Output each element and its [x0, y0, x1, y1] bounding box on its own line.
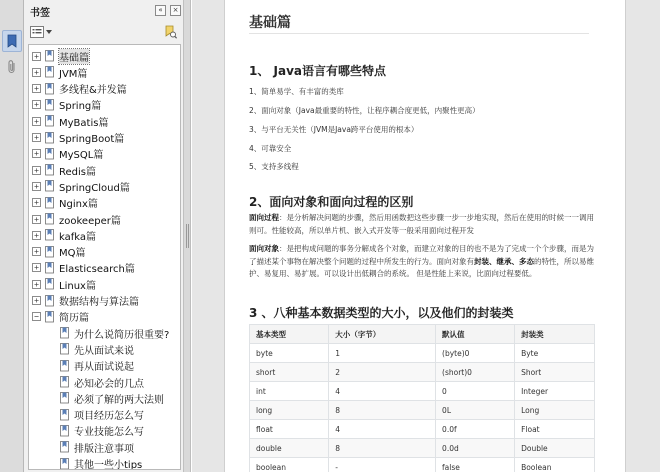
bookmark-child-item[interactable]: [29, 325, 181, 341]
expand-toggle[interactable]: +: [32, 52, 41, 61]
find-bookmark-button[interactable]: [162, 24, 179, 40]
bookmark-tree: [28, 44, 181, 470]
bookmark-label: 必须了解的两大法则: [74, 394, 164, 406]
table-row: [250, 420, 595, 439]
panel-splitter[interactable]: [184, 0, 191, 472]
table-cell: boolean: [250, 458, 329, 472]
procedural-text: ：是分析解决问题的步骤，然后用函数把这些步骤一步一步地实现，然后在使用的时候一一调用则可。性能较高，所以单片机、嵌入式开发等一般采用面向过程开发: [249, 213, 594, 235]
bookmark-page-icon: [45, 213, 55, 225]
term-object-oriented: 面向对象: [249, 244, 279, 253]
table-cell: 8: [329, 439, 436, 458]
attachments-panel-button[interactable]: [2, 56, 22, 78]
table-cell: Float: [515, 420, 595, 439]
table-cell: double: [250, 439, 329, 458]
bookmark-item[interactable]: [29, 195, 181, 211]
table-cell: 1: [329, 344, 436, 363]
bookmark-page-icon: [45, 311, 55, 323]
section-heading-primitive-types: 3 、八种基本数据类型的大小，以及他们的封装类: [249, 306, 514, 320]
options-list-icon: [30, 26, 44, 38]
bookmark-find-icon: [164, 25, 177, 39]
table-row: [250, 363, 595, 382]
expand-toggle[interactable]: +: [32, 149, 41, 158]
table-cell: 0: [436, 382, 515, 401]
paperclip-icon: [6, 59, 18, 75]
bookmarks-panel: [24, 0, 184, 472]
table-cell: (byte)0: [436, 344, 515, 363]
bookmarks-panel-button[interactable]: [2, 30, 22, 52]
bookmark-label: SpringCloud篇: [59, 182, 130, 194]
bookmark-child-item[interactable]: [29, 390, 181, 406]
panel-header: [24, 0, 183, 22]
expand-toggle[interactable]: +: [32, 296, 41, 305]
bookmark-page-icon: [60, 409, 70, 421]
close-panel-button[interactable]: ×: [170, 5, 181, 16]
table-cell: -: [329, 458, 436, 472]
section-heading-oop-vs-procedural: 2、面向对象和面向过程的区别: [249, 195, 414, 209]
bookmark-page-icon: [45, 197, 55, 209]
bookmark-page-icon: [45, 278, 55, 290]
expand-toggle[interactable]: +: [32, 215, 41, 224]
bookmark-child-item[interactable]: [29, 374, 181, 390]
bookmark-label: JVM篇: [59, 68, 88, 80]
table-cell: 4: [329, 420, 436, 439]
panel-title: 书签: [30, 7, 50, 19]
bookmark-item[interactable]: [29, 211, 181, 227]
expand-toggle[interactable]: +: [32, 133, 41, 142]
table-cell: 4: [329, 382, 436, 401]
expand-toggle[interactable]: +: [32, 84, 41, 93]
table-cell: (short)0: [436, 363, 515, 382]
bookmark-label: MQ篇: [59, 248, 86, 260]
table-row: [250, 401, 595, 420]
document-page: [224, 0, 626, 472]
bookmark-item[interactable]: [29, 276, 181, 292]
list-item: 5、支持多线程: [249, 162, 299, 171]
bookmark-item[interactable]: [29, 293, 181, 309]
bookmark-label: zookeeper篇: [59, 215, 121, 227]
table-column-header: 封装类: [515, 325, 595, 344]
primitive-types-table: [249, 324, 595, 472]
bookmark-child-item[interactable]: [29, 407, 181, 423]
table-cell: Double: [515, 439, 595, 458]
list-item: 2、面向对象（Java最重要的特性，让程序耦合度更低，内聚性更高）: [249, 106, 480, 115]
bookmark-label: 其他一些小tips: [74, 460, 143, 470]
expand-toggle[interactable]: +: [32, 231, 41, 240]
document-gutter: [626, 0, 660, 472]
table-cell: short: [250, 363, 329, 382]
term-procedural: 面向过程: [249, 213, 279, 222]
bookmark-label: kafka篇: [59, 231, 97, 243]
bookmark-page-icon: [45, 148, 55, 160]
chevron-down-icon: [46, 30, 52, 34]
bookmark-page-icon: [60, 458, 70, 470]
bookmark-label: MyBatis篇: [59, 117, 109, 129]
expand-toggle[interactable]: +: [32, 68, 41, 77]
bookmark-item[interactable]: [29, 260, 181, 276]
bookmark-label: 项目经历怎么写: [74, 411, 144, 423]
options-menu-button[interactable]: [28, 24, 54, 40]
title-divider: [249, 33, 589, 34]
table-row: [250, 382, 595, 401]
bookmark-child-item[interactable]: [29, 439, 181, 455]
table-cell: Short: [515, 363, 595, 382]
bookmark-page-icon: [45, 295, 55, 307]
expand-toggle[interactable]: +: [32, 182, 41, 191]
bookmark-label: Elasticsearch篇: [59, 264, 135, 276]
table-cell: float: [250, 420, 329, 439]
bookmark-page-icon: [45, 229, 55, 241]
bookmark-page-icon: [45, 262, 55, 274]
paragraph-object-oriented: [249, 243, 594, 281]
table-row: [250, 344, 595, 363]
bookmark-label: 多线程&并发篇: [59, 85, 127, 97]
bookmark-page-icon: [45, 180, 55, 192]
page-title: 基础篇: [249, 15, 291, 31]
expand-toggle[interactable]: +: [32, 117, 41, 126]
bookmark-page-icon: [60, 441, 70, 453]
table-header-row: [250, 325, 595, 344]
bookmark-label: 专业技能怎么写: [74, 427, 144, 439]
collapse-toggle[interactable]: −: [32, 312, 41, 321]
bookmark-page-icon: [60, 327, 70, 339]
table-cell: false: [436, 458, 515, 472]
bookmark-item[interactable]: [29, 227, 181, 243]
bookmark-item[interactable]: [29, 309, 181, 325]
bookmark-page-icon: [45, 83, 55, 95]
bookmark-page-icon: [60, 425, 70, 437]
expand-toggle[interactable]: +: [32, 247, 41, 256]
navigation-rail: [0, 0, 24, 472]
bookmark-page-icon: [60, 360, 70, 372]
table-cell: Long: [515, 401, 595, 420]
table-cell: Boolean: [515, 458, 595, 472]
bookmark-child-item[interactable]: [29, 423, 181, 439]
table-column-header: 默认值: [436, 325, 515, 344]
table-cell: 0L: [436, 401, 515, 420]
bookmark-item[interactable]: [29, 146, 181, 162]
bookmark-child-item[interactable]: [29, 358, 181, 374]
table-cell: Integer: [515, 382, 595, 401]
table-cell: Byte: [515, 344, 595, 363]
bookmark-label: 数据结构与算法篇: [59, 297, 139, 308]
bookmark-item[interactable]: [29, 178, 181, 194]
panel-toolbar: [24, 22, 183, 42]
bookmark-page-icon: [45, 246, 55, 258]
bookmark-item[interactable]: [29, 64, 181, 80]
table-cell: long: [250, 401, 329, 420]
bookmark-page-icon: [45, 115, 55, 127]
table-column-header: 大小（字节）: [329, 325, 436, 344]
bookmark-label: 排版注意事项: [74, 443, 134, 455]
table-cell: int: [250, 382, 329, 401]
bookmark-page-icon: [45, 50, 55, 62]
table-cell: 2: [329, 363, 436, 382]
bookmark-page-icon: [60, 376, 70, 388]
bookmark-page-icon: [45, 132, 55, 144]
bookmark-item[interactable]: [29, 97, 181, 113]
section-heading-java-features: 1、 Java语言有哪些特点: [249, 64, 387, 78]
bookmark-item[interactable]: [29, 130, 181, 146]
bookmark-label: 必知必会的几点: [74, 378, 144, 390]
bookmark-icon: [6, 34, 18, 48]
table-row: [250, 439, 595, 458]
expand-toggle[interactable]: +: [32, 100, 41, 109]
expand-toggle[interactable]: +: [32, 280, 41, 289]
list-item: 4、可靠安全: [249, 144, 292, 153]
table-cell: 0.0f: [436, 420, 515, 439]
table-column-header: 基本类型: [250, 325, 329, 344]
bookmark-child-item[interactable]: [29, 456, 181, 471]
bookmark-item[interactable]: [29, 81, 181, 97]
list-item: 1、简单易学、有丰富的类库: [249, 87, 344, 96]
bookmark-page-icon: [45, 164, 55, 176]
bookmark-child-item[interactable]: [29, 341, 181, 357]
list-item: 3、与平台无关性（JVM是Java跨平台使用的根本）: [249, 125, 419, 134]
collapse-panel-button[interactable]: «: [155, 5, 166, 16]
table-row: [250, 458, 595, 472]
bookmark-item[interactable]: [29, 162, 181, 178]
bookmark-item[interactable]: [29, 48, 181, 64]
bookmark-label: MySQL篇: [59, 150, 104, 162]
bookmark-label: 简历篇: [59, 313, 89, 325]
bookmark-label: 先从面试来说: [74, 345, 134, 357]
expand-toggle[interactable]: +: [32, 166, 41, 175]
expand-toggle[interactable]: +: [32, 263, 41, 272]
bookmark-item[interactable]: [29, 113, 181, 129]
bookmark-label: Redis篇: [59, 166, 96, 178]
bookmark-label: Nginx篇: [59, 199, 98, 211]
bookmark-item[interactable]: [29, 244, 181, 260]
oo-text-a: ：是把构成问题的事务分解成各个对象，而建立对象的目的也不是为了完成一个个步骤，而是为了描述某个事物在解决整个问题的过程中所发生的行为。面向对象有: [249, 244, 594, 266]
bookmark-label: 再从面试说起: [74, 362, 134, 374]
bookmark-label: 基础篇: [59, 49, 89, 64]
bookmark-page-icon: [60, 392, 70, 404]
table-cell: 0.0d: [436, 439, 515, 458]
bookmark-page-icon: [45, 99, 55, 111]
bookmark-label: Linux篇: [59, 280, 96, 292]
bookmark-label: 为什么说简历很重要?: [74, 329, 170, 341]
bookmark-page-icon: [60, 343, 70, 355]
expand-toggle[interactable]: +: [32, 198, 41, 207]
oo-text-b: 的特性，所以易维护、易复用、易扩展。可以设计出低耦合的系统。 但是性能上来说，比面向过程要低。: [249, 256, 594, 278]
paragraph-procedural: [249, 212, 594, 237]
bookmark-label: SpringBoot篇: [59, 134, 125, 145]
oo-features: 封装、继承、多态: [474, 256, 534, 266]
table-cell: byte: [250, 344, 329, 363]
bookmark-label: Spring篇: [59, 101, 102, 113]
bookmark-page-icon: [45, 66, 55, 78]
table-cell: 8: [329, 401, 436, 420]
